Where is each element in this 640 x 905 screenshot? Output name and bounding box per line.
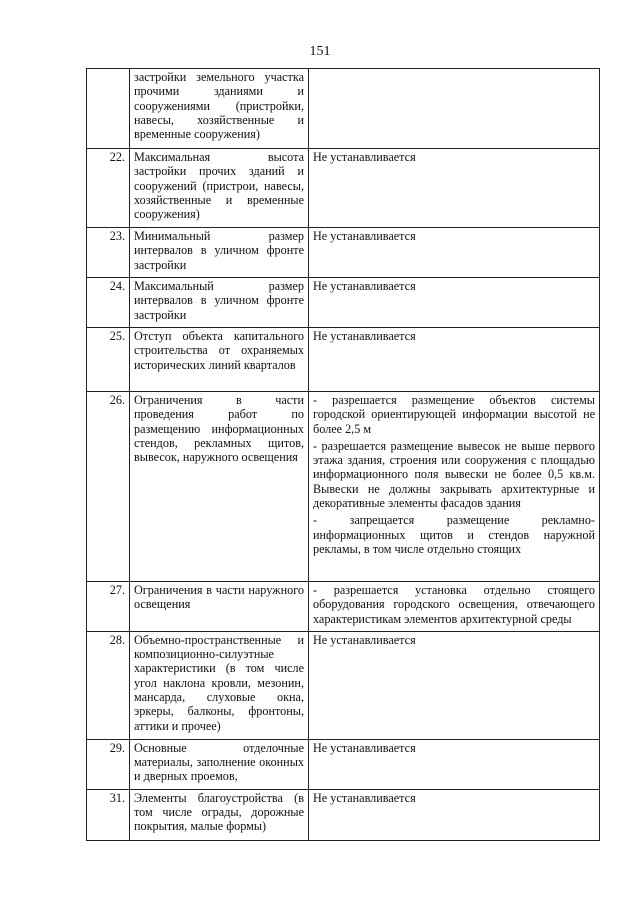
row-value (309, 392, 600, 582)
row-parameter: Максимальный размер интервалов в уличном фронте застройки (130, 278, 309, 328)
regulations-table (86, 68, 600, 841)
value-paragraph: Не устанавливается (313, 150, 416, 164)
table-row (87, 69, 600, 149)
row-parameter: Ограничения в части проведения работ по размещению информационных стендов, рекламных щитов, вывесок, наружного освещения (130, 392, 309, 582)
table-row (87, 739, 600, 789)
table-row (87, 392, 600, 582)
row-number: 28. (87, 631, 130, 739)
row-number: 31. (87, 789, 130, 840)
row-value (309, 582, 600, 632)
row-value (309, 228, 600, 278)
row-parameter: Отступ объекта капитального строительства от охраняемых исторических линий кварталов (130, 328, 309, 392)
row-value (309, 278, 600, 328)
row-number: 24. (87, 278, 130, 328)
row-value (309, 149, 600, 228)
row-parameter: Ограничения в части наружного освещения (130, 582, 309, 632)
table-row (87, 228, 600, 278)
value-paragraph: - разрешается установка отдельно стоящего оборудования городского освещения, отвечающего характеристикам элементов архитектурной среды (313, 583, 595, 626)
row-number: 23. (87, 228, 130, 278)
row-parameter: Максимальная высота застройки прочих зданий и сооружений (пристрои, навесы, хозяйственные и временные сооружения) (130, 149, 309, 228)
row-number: 22. (87, 149, 130, 228)
value-paragraph: Не устанавливается (313, 229, 416, 243)
row-parameter: Основные отделочные материалы, заполнение оконных и дверных проемов, (130, 739, 309, 789)
value-paragraph: Не устанавливается (313, 279, 416, 293)
row-number: 27. (87, 582, 130, 632)
table-row (87, 631, 600, 739)
table-row (87, 789, 600, 840)
row-number: 25. (87, 328, 130, 392)
table-row (87, 582, 600, 632)
value-paragraph: - разрешается размещение объектов системы городской ориентирующей информации высотой не более 2,5 м (313, 393, 595, 436)
value-paragraph: Не устанавливается (313, 329, 416, 343)
row-number: 29. (87, 739, 130, 789)
row-parameter: Объемно-пространственные и композиционно-силуэтные характеристики (в том числе угол наклона кровли, мезонин, мансарда, слуховые окна, эркеры, балконы, фронтоны, аттики и прочее) (130, 631, 309, 739)
row-value (309, 328, 600, 392)
table-row (87, 149, 600, 228)
value-paragraph: Не устанавливается (313, 632, 416, 647)
page-number: 151 (309, 44, 331, 59)
row-value (309, 739, 600, 789)
row-parameter: Минимальный размер интервалов в уличном фронте застройки (130, 228, 309, 278)
row-value (309, 789, 600, 840)
row-value (309, 69, 600, 149)
row-number (87, 69, 130, 149)
table-row (87, 278, 600, 328)
row-number: 26. (87, 392, 130, 582)
value-paragraph: Не устанавливается (313, 740, 416, 755)
value-paragraph: Не устанавливается (313, 790, 416, 805)
table-row (87, 328, 600, 392)
row-parameter: застройки земельного участка прочими зданиями и сооружениями (пристройки, навесы, хозяйственные и временные сооружения) (130, 69, 309, 149)
row-parameter: Элементы благоустройства (в том числе ограды, дорожные покрытия, малые формы) (130, 789, 309, 840)
value-paragraph: - разрешается размещение вывесок не выше первого этажа здания, строения или сооружения с площадью информационного поля вывески не более 0,5 кв.м. Вывески не должны закрывать архитектурные и декоративные элементы фасадов здания (313, 438, 595, 511)
row-value (309, 631, 600, 739)
value-paragraph: - запрещается размещение рекламно-информационных щитов и стендов наружной рекламы, в том числе отдельно стоящих (313, 513, 595, 556)
